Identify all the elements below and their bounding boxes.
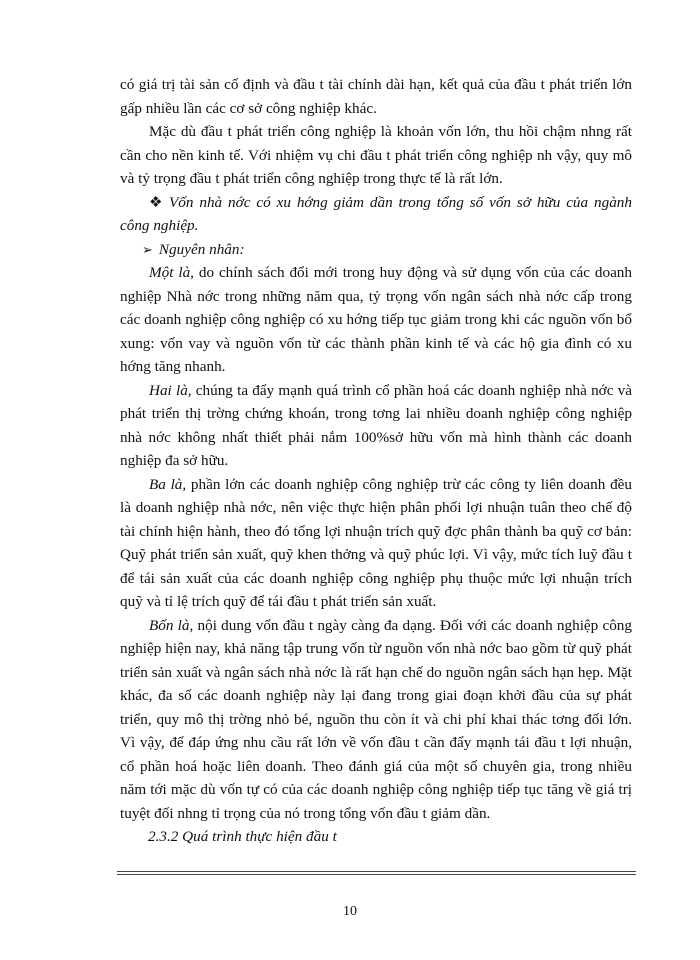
- reason-2-text: chúng ta đẩy mạnh quá trình cổ phần hoá các doanh nghiệp nhà nớc và phát triển thị trờng chứng khoán, trong tơng lai nhiều doanh nghiệp công nghiệp nhà nớc không nhất thiết phải nắm 100%sở hữu vốn mà hình thành các doanh nghiệp đa sở hữu.: [120, 381, 632, 469]
- reason-3-lead: Ba là,: [149, 475, 187, 493]
- reason-2: [120, 379, 632, 473]
- reason-3: [120, 473, 632, 614]
- reason-2-lead: Hai là,: [149, 381, 192, 399]
- reason-1-lead: Một là,: [149, 264, 194, 281]
- page-body: [120, 73, 632, 849]
- cause-heading-text: Nguyên nhân:: [158, 240, 245, 258]
- footer-rule-top: [117, 871, 636, 872]
- diamond-bullet-icon: ❖: [149, 193, 163, 211]
- reason-4-lead: Bốn là,: [149, 616, 194, 634]
- bullet-heading-text: Vốn nhà nớc có xu hớng giảm dần trong tổng số vốn sở hữu của ngành công nghiệp.: [120, 193, 632, 234]
- reason-3-text: phần lớn các doanh nghiệp công nghiệp trừ các công ty liên doanh đều là doanh nghiệp nhà nớc, nên việc thực hiện phân phối lợi nhuận tuân theo chế độ tài chính hiện hành, theo đó tổng lợi nhuận trích quỹ đợc phân thành ba quỹ cơ bản: Quỹ phát triển sản xuất, quỹ khen thởng và quỹ phúc lợi. Vì vậy, mức tích luỹ đầu t để tái sản xuất của các doanh nghiệp công nghiệp phụ thuộc mức lợi nhuận trích quỹ và tỉ lệ trích quỹ để tái đầu t phát triển sản xuất.: [120, 475, 632, 610]
- arrow-bullet-icon: ➢: [142, 241, 153, 257]
- subsection-heading: 2.3.2 Quá trình thực hiện đầu t: [148, 828, 337, 845]
- page-number: 10: [343, 904, 357, 919]
- reason-4: [120, 614, 632, 826]
- footer-rule-bottom: [117, 874, 636, 875]
- reason-1: [120, 261, 632, 379]
- bullet-heading: [120, 191, 632, 238]
- reason-1-text: do chính sách đổi mới trong huy động và sử dụng vốn của các doanh nghiệp Nhà nớc trong những năm qua, tỷ trọng vốn ngân sách nhà nớc cấp trong các doanh nghiệp công nghiệp có xu hớng tiếp tục giảm trong khi các nguồn vốn bổ xung: vốn vay và nguồn vốn từ các thành phần kinh tế và các hộ gia đình có xu hớng tăng nhanh.: [120, 264, 632, 375]
- reason-4-text: nội dung vốn đầu t ngày càng đa dạng. Đối với các doanh nghiệp công nghiệp hiện nay, khả năng tập trung vốn từ nguồn vốn nhà nớc bao gồm từ quỹ phát triển sản xuất và ngân sách nhà nớc là rất hạn chế do nguồn ngân sách hạn hẹp. Mặt khác, đa số các doanh nghiệp này lại đang trong giai đoạn khởi đầu của sự phát triển, quy mô thị trờng nhỏ bé, nguồn thu còn ít và chi phí khai thác tơng đối lớn. Vì vậy, để đáp ứng nhu cầu rất lớn về vốn đầu t cần đẩy mạnh tái đầu t lợi nhuận, cổ phần hoá hoặc liên doanh. Theo đánh giá của một số chuyên gia, trong nhiều năm tới mặc dù vốn tự có của các doanh nghiệp công nghiệp tiếp tục tăng về giá trị tuyệt đối nhng tỉ trọng của nó trong tổng vốn đầu t giảm dần.: [120, 616, 632, 822]
- paragraph-investment-scale: Mặc dù đầu t phát triển công nghiệp là khoản vốn lớn, thu hồi chậm nhng rất cần cho nền kinh tế. Với nhiệm vụ chi đầu t phát triển công nghiệp nh vậy, quy mô và tỷ trọng đầu t phát triển công nghiệp trong thực tế là rất lớn.: [120, 123, 632, 187]
- paragraph-continuation: có giá trị tài sản cố định và đầu t tài chính dài hạn, kết quả của đầu t phát triển lớn gấp nhiều lần các cơ sở công nghiệp khác.: [120, 76, 632, 117]
- cause-heading: [120, 238, 632, 262]
